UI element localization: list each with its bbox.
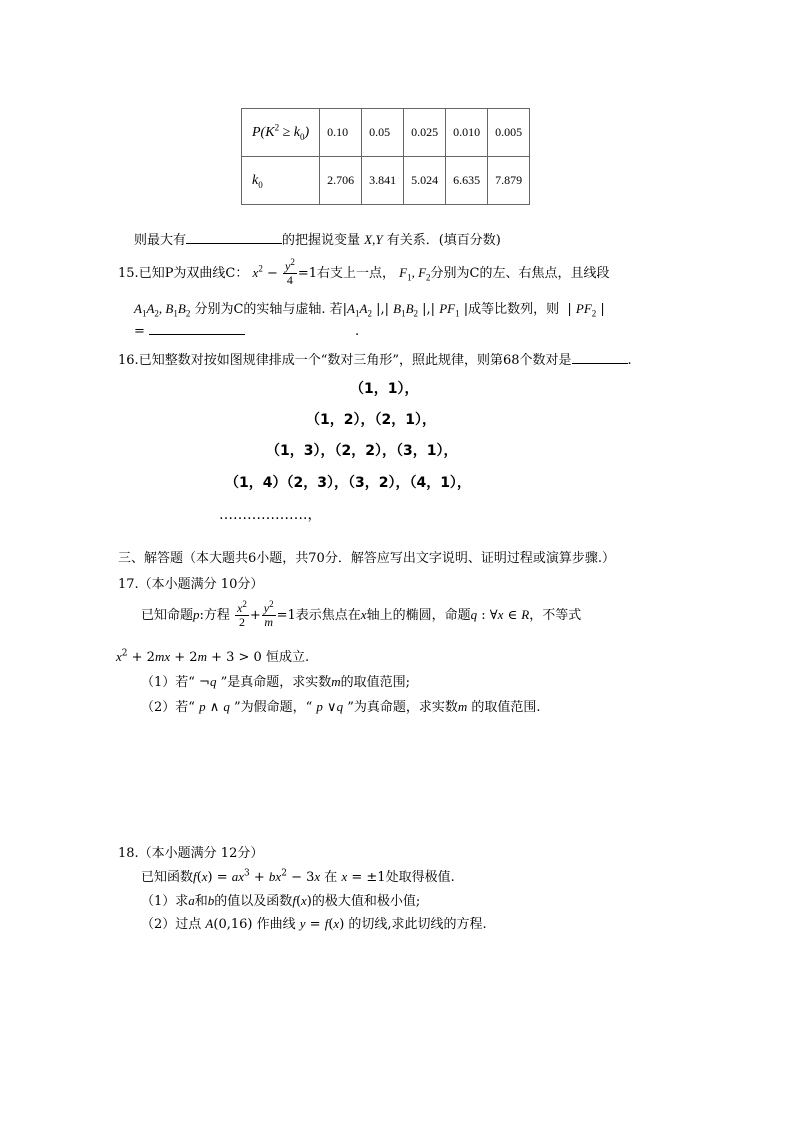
question-17-part-2: （2）若“ p ∧ q ”为假命题，“ p ∨q ”为真命题，求实数m 的取值范围. [141,699,541,715]
p-cell-3: 0.010 [446,109,488,157]
question-16: 16.已知整数对按如图规律排成一个“数对三角形”，照此规律，则第68个数对是 . [118,353,632,368]
p-cell-1: 0.05 [362,109,404,157]
pair-triangle-row-2: （1，2），（2，1）， [306,412,436,428]
question-15-line-1: 15.已知P为双曲线C： $x^2$ − $\frac{y^2}{4}$ =1右支上一点， $F_1$, $F_2$分别为C的左、右焦点，且线段 [118,257,610,287]
p-cell-2: 0.025 [404,109,446,157]
table-row [242,157,530,205]
k-cell-3: 6.635 [446,157,488,205]
pair-triangle-row-1: （1，1）， [350,381,419,397]
pair-triangle-ellipsis: ……………….， [219,507,322,523]
question-15-line-2: $A_1A_2$, $B_1B_2$ 分别为C的实轴与虚轴. 若$|A_1A_2$ |,| $B_1B_2$ |,| $PF_1$ |成等比数列，则 | $PF_2$ | [134,301,605,319]
question-15-line-3: = . [134,324,360,339]
question-18-line-1: 已知函数$f(x) = ax^3 + bx^2 - 3x$ 在 x = ±1处取得极值. [141,868,455,885]
question-17-line-1: 已知命题p:方程 $\frac{x^2}{2}$ + $\frac{y^2}{m}$ =1表示焦点在x轴上的椭圆，命题q : ∀x ∈ R，不等式 [141,599,582,629]
table-header-p: $P(K^2 \ge k_0)$ [242,109,320,157]
pair-triangle-row-4: （1，4）（2，3），（3，2），（4，1）， [225,475,471,491]
question-17-title: 17.（本小题满分 10分） [118,577,264,592]
answer-blank[interactable] [149,322,245,335]
p-cell-0: 0.10 [320,109,362,157]
fraction: $\frac{x^2}{2}$ [237,599,247,629]
question-18-part-1: （1）求a和b的值以及函数f(x)的极大值和极小值; [141,893,421,909]
k-cell-2: 5.024 [404,157,446,205]
question-17-part-1: （1）若“ ¬q ”是真命题，求实数m的取值范围; [141,674,411,690]
table-header-k: $k_0$ [242,157,320,205]
p-cell-4: 0.005 [488,109,530,157]
k-cell-1: 3.841 [362,157,404,205]
k-cell-0: 2.706 [320,157,362,205]
table-row [242,109,530,157]
question-18-part-2: （2）过点 A(0,16) 作曲线 y = f(x) 的切线,求此切线的方程. [141,916,487,932]
fraction: $\frac{y^2}{4}$ [284,257,295,287]
k-cell-4: 7.879 [488,157,530,205]
question-18-title: 18.（本小题满分 12分） [118,846,264,861]
critical-value-table [241,108,530,205]
answer-blank[interactable] [186,231,282,244]
answer-blank[interactable] [572,351,628,364]
question-17-line-2: $x^2 + 2mx + 2m + 3 > 0$ 恒成立. [116,648,310,665]
q14-answer-line: 则最大有 的把握说变量 X,Y 有关系．(填百分数) [134,232,501,248]
fraction: $\frac{y^2}{m}$ [263,599,274,629]
section-3-heading: 三、解答题（本大题共6小题，共70分．解答应写出文字说明、证明过程或演算步骤.） [118,551,615,566]
pair-triangle-row-3: （1，3），（2，2），（3，1）， [266,443,458,459]
